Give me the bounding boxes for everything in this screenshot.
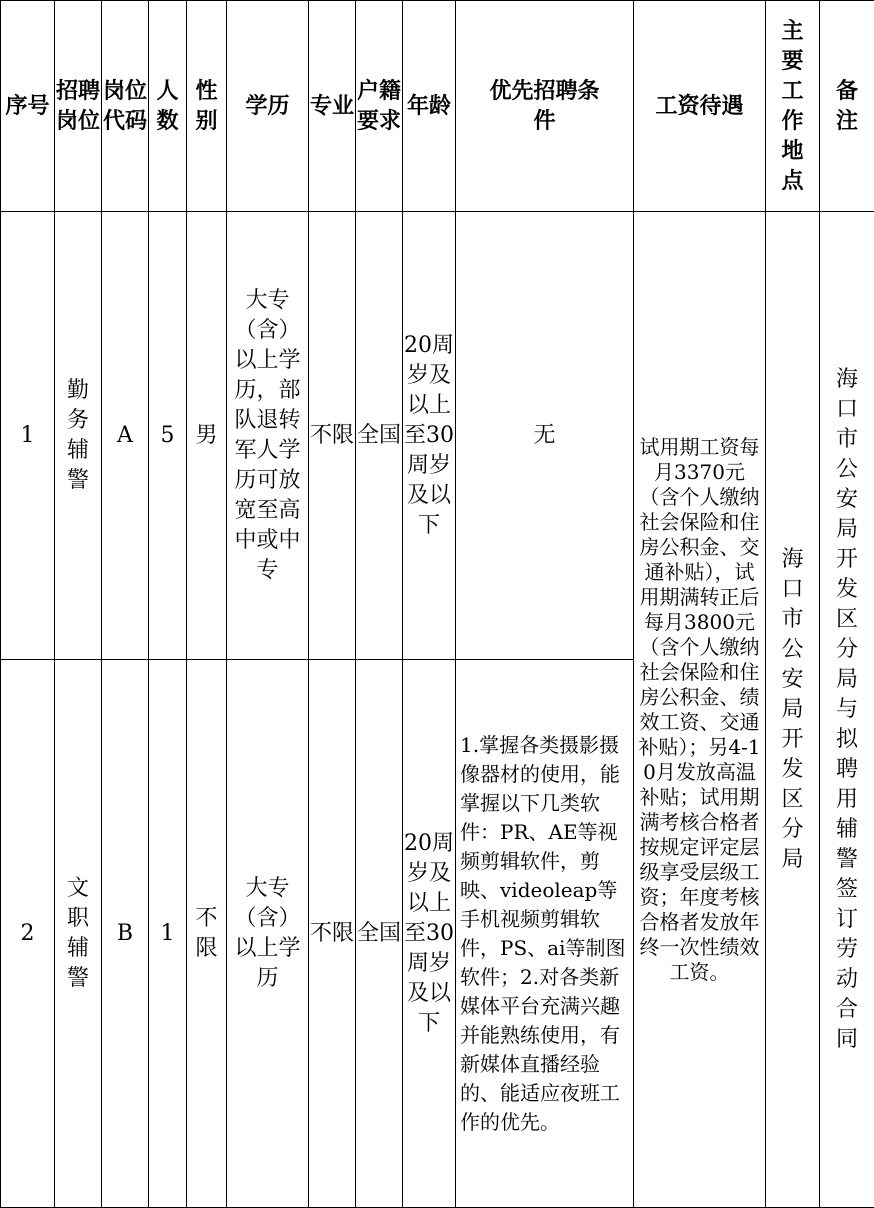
cell-gender: 男 <box>187 212 227 660</box>
cell-hukou: 全国 <box>356 660 403 1208</box>
header-position: 招聘岗位 <box>55 1 102 212</box>
header-major: 专业 <box>309 1 356 212</box>
header-code: 岗位代码 <box>102 1 149 212</box>
cell-count: 5 <box>149 212 187 660</box>
header-count: 人数 <box>149 1 187 212</box>
cell-remarks: 海口市公安局开发区分局与拟聘用辅警签订劳动合同 <box>820 212 874 1208</box>
cell-code: A <box>102 212 149 660</box>
cell-seq: 2 <box>1 660 55 1208</box>
cell-age: 20周岁及以上至30周岁及以下 <box>403 660 456 1208</box>
cell-location: 海口市公安局开发区分局 <box>766 212 820 1208</box>
table-row <box>1 212 874 660</box>
header-row <box>1 1 874 212</box>
cell-major: 不限 <box>309 212 356 660</box>
cell-preferred: 无 <box>456 212 634 660</box>
cell-gender: 不限 <box>187 660 227 1208</box>
cell-education: 大专（含）以上学历 <box>227 660 309 1208</box>
cell-education: 大专（含）以上学历，部队退转军人学历可放宽至高中或中专 <box>227 212 309 660</box>
header-hukou: 户籍要求 <box>356 1 403 212</box>
header-preferred: 优先招聘条件 <box>456 1 634 212</box>
cell-salary: 试用期工资每月3370元（含个人缴纳社会保险和住房公积金、交通补贴），试用期满转正后每月3800元（含个人缴纳社会保险和住房公积金、绩效工资、交通补贴）；另4-10月发放高温补贴；试用期满考核合格者按规定评定层级享受层级工资；年度考核合格者发放年终一次性绩效工资。 <box>634 212 766 1208</box>
cell-preferred: 1.掌握各类摄影摄像器材的使用，能掌握以下几类软件：PR、AE等视频剪辑软件，剪映、videoleap等手机视频剪辑软件，PS、ai等制图软件；2.对各类新媒体平台充满兴趣并能熟练使用，有新媒体直播经验的、能适应夜班工作的优先。 <box>456 660 634 1208</box>
cell-seq: 1 <box>1 212 55 660</box>
header-location: 主要工作地点 <box>766 1 820 212</box>
header-remarks: 备注 <box>820 1 874 212</box>
cell-major: 不限 <box>309 660 356 1208</box>
header-education: 学历 <box>227 1 309 212</box>
cell-hukou: 全国 <box>356 212 403 660</box>
cell-position: 勤务辅警 <box>55 212 102 660</box>
header-seq: 序号 <box>1 1 55 212</box>
header-salary: 工资待遇 <box>634 1 766 212</box>
cell-position: 文职辅警 <box>55 660 102 1208</box>
cell-age: 20周岁及以上至30周岁及以下 <box>403 212 456 660</box>
cell-count: 1 <box>149 660 187 1208</box>
header-age: 年龄 <box>403 1 456 212</box>
header-gender: 性别 <box>187 1 227 212</box>
cell-code: B <box>102 660 149 1208</box>
